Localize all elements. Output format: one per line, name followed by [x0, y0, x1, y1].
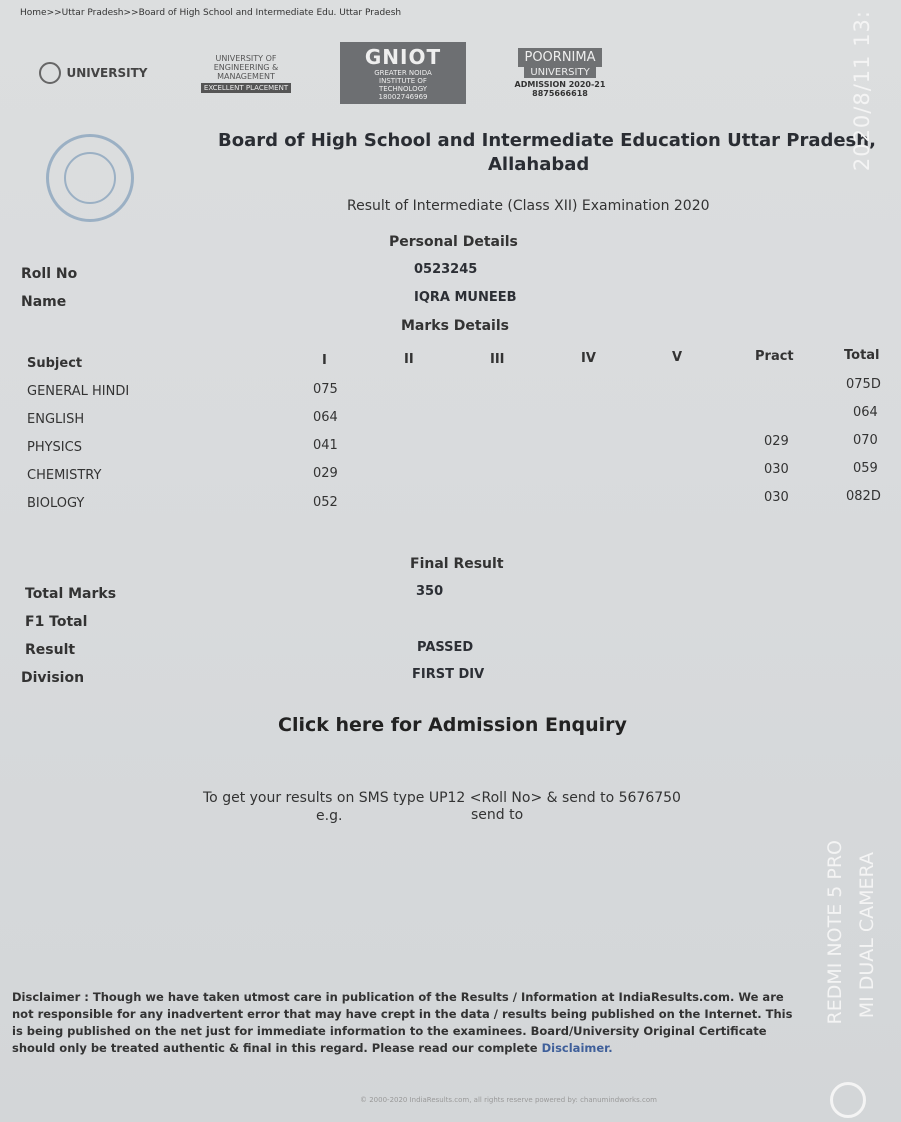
- roll-value: 0523245: [414, 262, 478, 277]
- poornima-logo[interactable]: [498, 42, 622, 104]
- row-1-total: 075D: [846, 377, 881, 392]
- row-3-subject: PHYSICS: [27, 440, 82, 455]
- row-5-pract: 030: [764, 490, 789, 505]
- row-5-total: 082D: [846, 489, 881, 504]
- breadcrumb[interactable]: Home>>Uttar Pradesh>>Board of High School and Intermediate Edu. Uttar Pradesh: [20, 8, 402, 18]
- row-1-i: 075: [313, 382, 338, 397]
- f1-total-label: F1 Total: [25, 614, 88, 630]
- row-4-total: 059: [853, 461, 878, 476]
- row-4-subject: CHEMISTRY: [27, 468, 102, 483]
- camera-circle-icon: [830, 1082, 866, 1118]
- row-1-subject: GENERAL HINDI: [27, 384, 130, 399]
- division-value: FIRST DIV: [412, 667, 485, 682]
- poornima-phone: 8875666618: [532, 89, 588, 98]
- col-pract: Pract: [755, 349, 794, 364]
- total-marks-label: Total Marks: [25, 586, 117, 602]
- photo-date-stamp: 2020/8/11 13:: [850, 10, 874, 172]
- col-iv: IV: [581, 351, 596, 366]
- vei-line-1: UNIVERSITY OF: [215, 53, 277, 63]
- col-total: Total: [844, 348, 880, 363]
- disclaimer-link[interactable]: Disclaimer.: [541, 1041, 613, 1055]
- total-marks-value: 350: [416, 584, 444, 599]
- name-label: Name: [21, 294, 67, 310]
- roll-label: Roll No: [21, 266, 78, 282]
- sms-send-to: send to: [471, 807, 524, 823]
- board-seal-icon: [46, 134, 134, 222]
- camera-watermark-line1: REDMI NOTE 5 PRO: [824, 840, 846, 1025]
- final-heading: Final Result: [410, 556, 504, 572]
- sms-instructions: To get your results on SMS type UP12 <Roll No> & send to 5676750: [203, 790, 681, 806]
- row-2-subject: ENGLISH: [27, 412, 85, 427]
- row-2-total: 064: [853, 405, 878, 420]
- board-title-line1: Board of High School and Intermediate Education Uttar Pradesh,: [218, 130, 876, 151]
- row-3-total: 070: [853, 433, 878, 448]
- exam-title: Result of Intermediate (Class XII) Examination 2020: [347, 198, 710, 214]
- gear-icon: [39, 62, 61, 84]
- university-logo-text: UNIVERSITY: [66, 66, 148, 80]
- row-3-i: 041: [313, 438, 338, 453]
- row-4-pract: 030: [764, 462, 789, 477]
- row-3-pract: 029: [764, 434, 789, 449]
- gniot-line-1: GREATER NOIDA: [374, 69, 432, 77]
- division-label: Division: [21, 670, 85, 686]
- result-label: Result: [25, 642, 76, 658]
- vei-strip: EXCELLENT PLACEMENT: [201, 83, 291, 93]
- poornima-title: POORNIMA: [518, 48, 601, 67]
- row-2-i: 064: [313, 410, 338, 425]
- poornima-sub: UNIVERSITY: [524, 67, 595, 78]
- marks-heading: Marks Details: [401, 318, 509, 334]
- row-5-subject: BIOLOGY: [27, 496, 85, 511]
- gniot-title: GNIOT: [364, 45, 442, 69]
- vei-line-3: MANAGEMENT: [217, 71, 275, 81]
- admission-enquiry-link[interactable]: Click here for Admission Enquiry: [278, 714, 627, 736]
- col-v: V: [672, 350, 683, 365]
- vei-logo[interactable]: [182, 42, 310, 104]
- row-5-i: 052: [313, 495, 338, 510]
- poornima-admission: ADMISSION 2020-21: [514, 80, 606, 89]
- col-iii: III: [490, 352, 505, 367]
- result-value: PASSED: [417, 640, 474, 655]
- gniot-line-3: TECHNOLOGY: [378, 85, 428, 93]
- gniot-phone: 18002746969: [378, 93, 428, 101]
- gniot-line-2: INSTITUTE OF: [379, 77, 427, 85]
- vei-line-2: ENGINEERING &: [213, 62, 279, 72]
- footer-copyright: © 2000-2020 IndiaResults.com, all rights reserve powered by: chanumindworks.com: [360, 1096, 657, 1104]
- sms-eg: e.g.: [316, 808, 343, 824]
- university-logo[interactable]: [28, 42, 158, 104]
- disclaimer-text: Disclaimer : Though we have taken utmost care in publication of the Results / Information at IndiaResults.com. We are not responsible for any inadvertent error that may have crept in the data / results being published on the Internet. This is being published on the net just for immediate information to the examinees. Board/University Original Certificate should only be treated authentic & final in this regard. Please read our complete: [12, 990, 793, 1055]
- personal-heading: Personal Details: [389, 234, 518, 250]
- name-value: IQRA MUNEEB: [414, 290, 517, 305]
- row-4-i: 029: [313, 466, 338, 481]
- col-subject: Subject: [27, 356, 83, 371]
- col-i: I: [322, 353, 327, 368]
- camera-watermark-line2: MI DUAL CAMERA: [856, 852, 878, 1019]
- gniot-logo[interactable]: [340, 42, 466, 104]
- col-ii: II: [404, 352, 414, 367]
- disclaimer: [12, 989, 807, 1057]
- board-title-line2: Allahabad: [488, 154, 590, 175]
